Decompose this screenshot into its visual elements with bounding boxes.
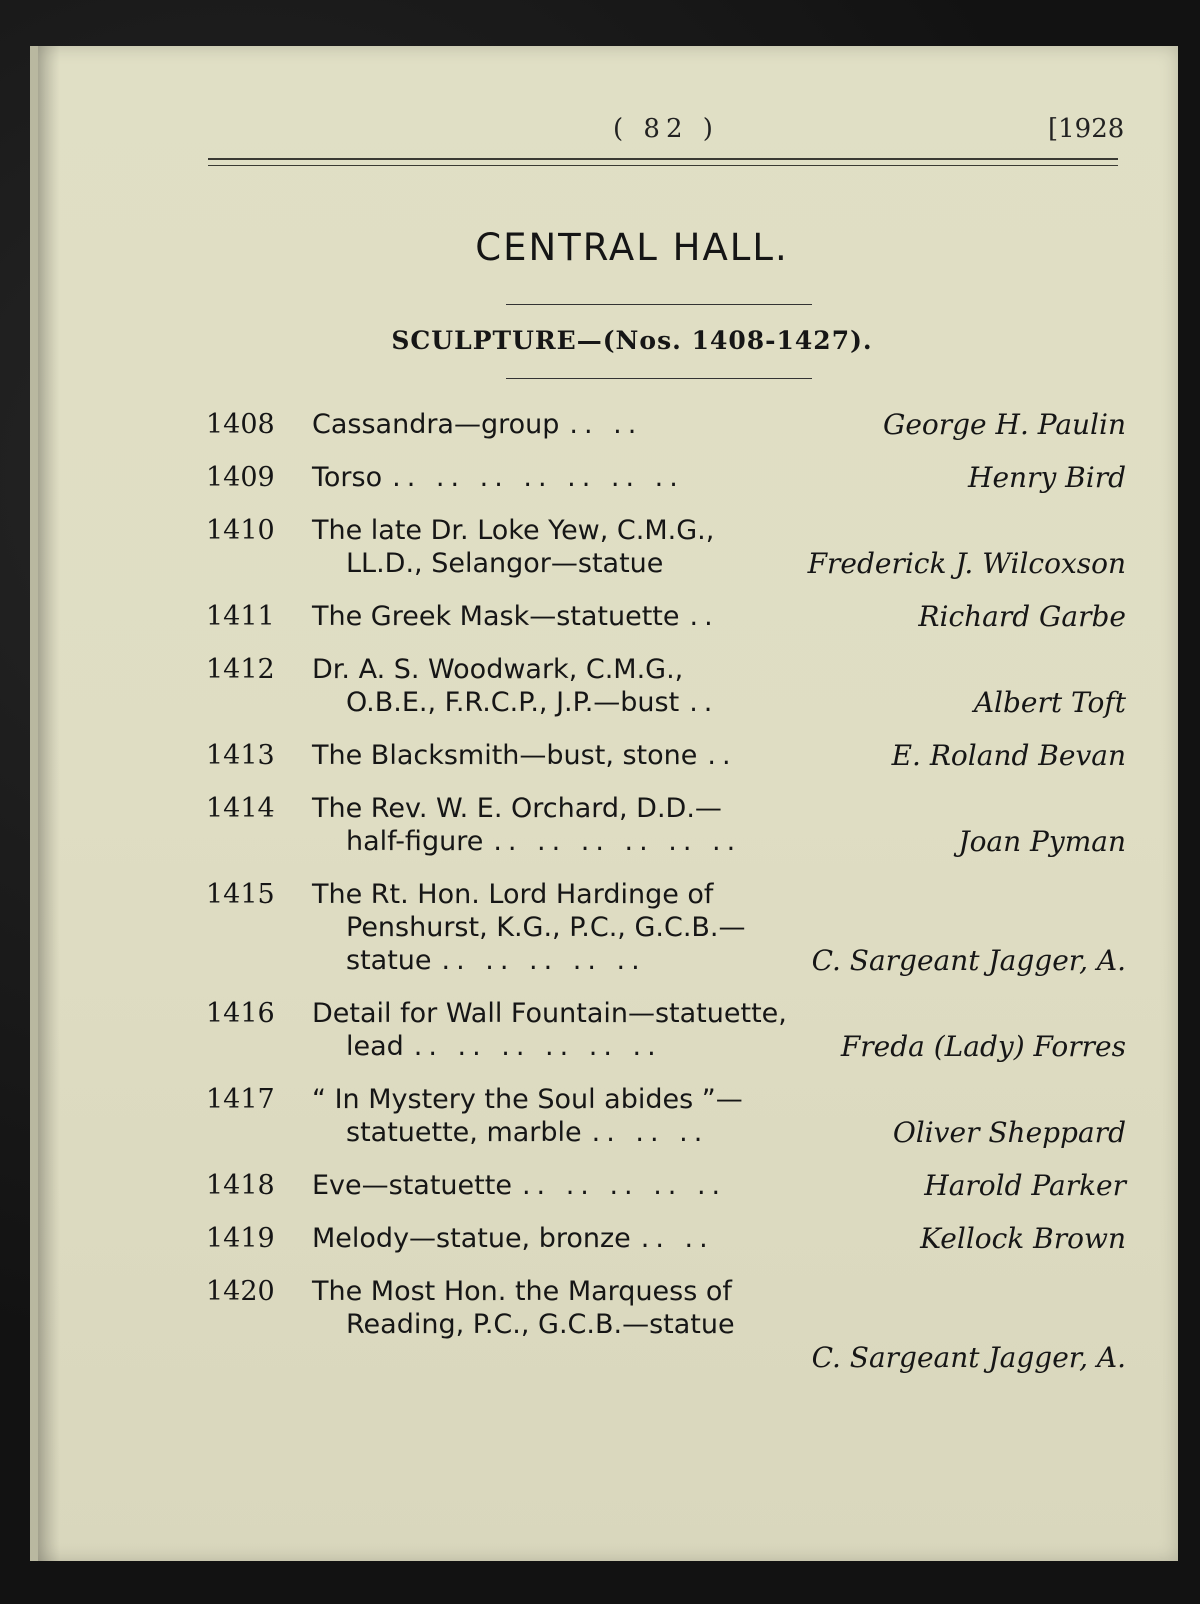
catalogue-entry — [206, 408, 1126, 441]
catalogue-entry — [206, 653, 1126, 719]
entry-number: 1412 — [206, 654, 275, 685]
catalogue-entry — [206, 792, 1126, 858]
catalogue-entry — [206, 739, 1126, 772]
artist-name: Oliver Sheppard — [892, 1116, 1126, 1149]
artist-name: C. Sargeant Jagger, A. — [811, 944, 1126, 977]
catalogue-entry — [206, 461, 1126, 494]
artist-name: E. Roland Bevan — [891, 739, 1126, 772]
artist-name: George H. Paulin — [882, 408, 1126, 441]
entry-title-text: The Most Hon. the Marquess of — [312, 1276, 732, 1307]
entry-title-line — [206, 547, 1126, 580]
page-title: CENTRAL HALL. — [475, 226, 789, 269]
entry-title-text: lead — [346, 1031, 404, 1062]
catalogue-entry — [206, 514, 1126, 580]
entry-number: 1417 — [206, 1084, 275, 1115]
artist-line — [206, 1341, 1126, 1374]
entry-number: 1410 — [206, 515, 275, 546]
entry-title-line — [206, 1308, 1126, 1341]
leader-dots: .. .. .. .. .. .. .. — [392, 462, 684, 493]
section-heading: SCULPTURE—(Nos. 1408-1427). — [391, 326, 873, 355]
entry-title-text: Detail for Wall Fountain—statuette, — [312, 998, 787, 1029]
entry-title-line — [206, 739, 1126, 772]
entry-title-line — [206, 1030, 1126, 1063]
entry-title-text: The Rt. Hon. Lord Hardinge of — [312, 879, 714, 910]
entry-title-text: The late Dr. Loke Yew, C.M.G., — [312, 515, 715, 546]
catalogue-entry — [206, 878, 1126, 977]
entry-title-line — [206, 461, 1126, 494]
artist-name: Richard Garbe — [918, 600, 1126, 633]
leader-dots: .. .. .. .. .. .. — [413, 1031, 662, 1062]
entry-title-text: O.B.E., F.R.C.P., J.P.—bust — [346, 687, 680, 718]
catalogue-entry — [206, 1083, 1126, 1149]
leader-dots: .. .. .. .. .. — [441, 945, 646, 976]
entry-title-line — [206, 408, 1126, 441]
entry-title-text: “ In Mystery the Soul abides ”— — [312, 1084, 743, 1115]
entry-number: 1419 — [206, 1223, 275, 1254]
catalogue-entry — [206, 1275, 1126, 1374]
entry-number: 1415 — [206, 879, 275, 910]
entry-title-line — [206, 944, 1126, 977]
entry-title-text: statuette, marble — [346, 1117, 582, 1148]
entry-title-text: Torso — [312, 462, 383, 493]
entry-list — [206, 408, 1126, 1394]
entry-title-line — [206, 600, 1126, 633]
entry-title-line — [206, 686, 1126, 719]
entry-number: 1416 — [206, 998, 275, 1029]
catalogue-entry — [206, 1169, 1126, 1202]
leader-dots: .. — [689, 687, 719, 718]
entry-title-line — [206, 653, 1126, 686]
entry-title-text: Reading, P.C., G.C.B.—statue — [346, 1309, 735, 1340]
artist-name: Freda (Lady) Forres — [840, 1030, 1126, 1063]
entry-title-text: The Greek Mask—statuette — [312, 601, 680, 632]
catalogue-entry — [206, 600, 1126, 633]
entry-number: 1413 — [206, 740, 275, 771]
leader-dots: .. — [689, 601, 719, 632]
entry-number: 1409 — [206, 462, 275, 493]
artist-name: Kellock Brown — [920, 1222, 1126, 1255]
entry-number: 1414 — [206, 793, 275, 824]
entry-title-line — [206, 997, 1126, 1030]
artist-name: Harold Parker — [924, 1169, 1126, 1202]
entry-title-line — [206, 1083, 1126, 1116]
catalogue-entry — [206, 1222, 1126, 1255]
entry-title-line — [206, 825, 1126, 858]
artist-name: Henry Bird — [968, 461, 1126, 494]
page-number: ( 82 ) — [613, 114, 719, 144]
artist-name: Frederick J. Wilcoxson — [807, 547, 1126, 580]
artist-name: Joan Pyman — [958, 825, 1126, 858]
page-edge-shadow — [38, 46, 60, 1561]
entry-title-text: Dr. A. S. Woodwark, C.M.G., — [312, 654, 684, 685]
header-double-rule — [208, 158, 1118, 166]
entry-title-line — [206, 1275, 1126, 1308]
entry-title-text: The Blacksmith—bust, stone — [312, 740, 698, 771]
entry-title-text: statue — [346, 945, 432, 976]
entry-title-line — [206, 911, 1126, 944]
catalogue-page — [30, 46, 1178, 1561]
section-rule — [506, 378, 812, 379]
artist-name: C. Sargeant Jagger, A. — [811, 1341, 1126, 1374]
entry-title-text: Eve—statuette — [312, 1170, 512, 1201]
entry-title-text: Cassandra—group — [312, 409, 560, 440]
entry-number: 1420 — [206, 1276, 275, 1307]
artist-name: Albert Toft — [973, 686, 1126, 719]
entry-number: 1411 — [206, 601, 275, 632]
entry-number: 1408 — [206, 409, 275, 440]
entry-title-line — [206, 514, 1126, 547]
leader-dots: .. .. .. — [591, 1117, 709, 1148]
entry-title-text: Melody—statue, bronze — [312, 1223, 631, 1254]
entry-title-text: The Rev. W. E. Orchard, D.D.— — [312, 793, 722, 824]
leader-dots: .. — [707, 740, 737, 771]
leader-dots: .. .. — [569, 409, 643, 440]
entry-title-line — [206, 1169, 1126, 1202]
catalogue-entry — [206, 997, 1126, 1063]
leader-dots: .. .. .. .. .. — [521, 1170, 727, 1201]
entry-title-line — [206, 1116, 1126, 1149]
entry-title-line — [206, 792, 1126, 825]
entry-title-text: Penshurst, K.G., P.C., G.C.B.— — [346, 912, 746, 943]
entry-number: 1418 — [206, 1170, 275, 1201]
header-year: [1928 — [1048, 114, 1125, 144]
entry-title-line — [206, 1222, 1126, 1255]
entry-title-text: half-figure — [346, 826, 484, 857]
leader-dots: .. .. — [640, 1223, 714, 1254]
title-rule — [506, 304, 812, 305]
entry-title-line — [206, 878, 1126, 911]
entry-title-text: LL.D., Selangor—statue — [346, 548, 664, 579]
leader-dots: .. .. .. .. .. .. — [493, 826, 742, 857]
